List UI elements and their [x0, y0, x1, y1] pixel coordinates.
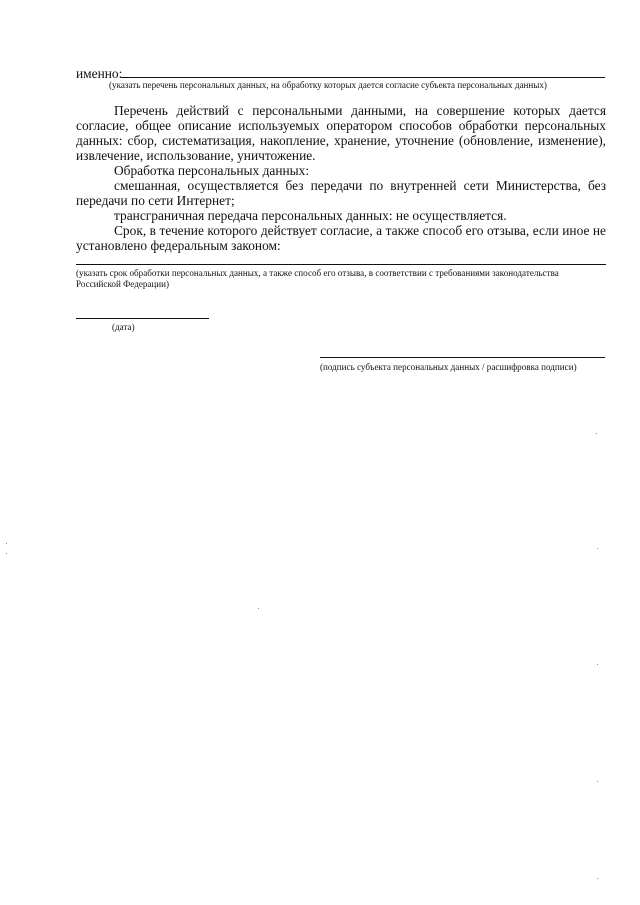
scan-speck [597, 548, 598, 549]
scan-speck [258, 608, 259, 609]
header-label: именно: [76, 66, 123, 81]
header-caption: (указать перечень персональных данных, на обработку которых дается согласие субъекта персональных данных) [109, 80, 547, 90]
scan-speck [597, 878, 598, 879]
actions-line-4: извлечение, использование, уничтожение. [76, 148, 316, 163]
processing-mixed-line-1: смешанная, осуществляется без передачи по внутренней сети Министерства, без [114, 178, 606, 193]
actions-line-2: согласие, общее описание используемых оператором способов обработки персональных [76, 118, 606, 133]
signature-line [320, 357, 605, 358]
processing-mixed-line-2: передачи по сети Интернет; [76, 193, 235, 208]
scan-speck [596, 433, 597, 434]
scan-speck [597, 664, 598, 665]
actions-line-1: Перечень действий с персональными данными, на совершение которых дается [114, 103, 606, 118]
processing-heading: Обработка персональных данных: [114, 163, 310, 178]
term-caption-line-1: (указать срок обработки персональных данных, а также способ его отзыва, в соответствии с требованиями законодательства [76, 268, 559, 278]
processing-crossborder: трансграничная передача персональных данных: не осуществляется. [114, 208, 507, 223]
term-line-2: установлено федеральным законом: [76, 238, 281, 253]
scan-speck [597, 781, 598, 782]
term-line-1: Срок, в течение которого действует согласие, а также способ его отзыва, если иное не [114, 223, 606, 238]
actions-line-3: данных: сбор, систематизация, накопление, хранение, уточнение (обновление, изменение), [76, 133, 606, 148]
date-line [76, 318, 209, 319]
signature-caption: (подпись субъекта персональных данных / расшифровка подписи) [320, 362, 577, 372]
scan-speck [6, 543, 7, 544]
term-caption-line-2: Российской Федерации) [76, 279, 170, 289]
term-fill-line [76, 264, 606, 265]
scan-speck [6, 553, 7, 554]
header-fill-line [121, 77, 605, 78]
date-caption: (дата) [112, 322, 135, 332]
